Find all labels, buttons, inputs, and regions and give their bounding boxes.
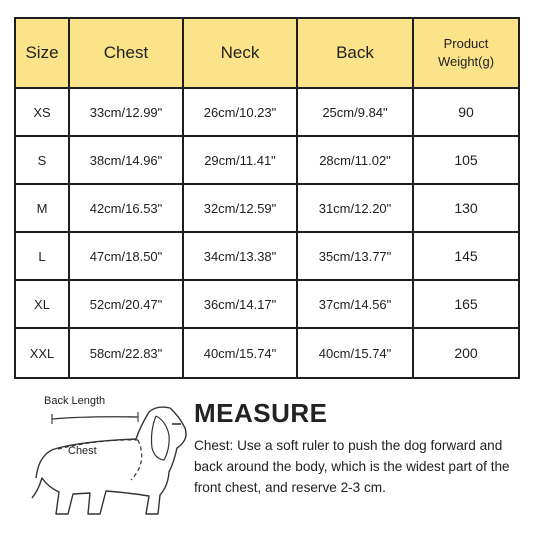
cell-weight: 200 [454, 345, 478, 361]
cell-chest: 42cm/16.53" [70, 185, 184, 233]
cell-neck: 34cm/13.38" [184, 233, 298, 281]
cell-back: 37cm/14.56" [298, 281, 414, 329]
cell-neck: 36cm/14.17" [184, 281, 298, 329]
cell-back: 25cm/9.84" [298, 89, 414, 137]
back-length-label: Back Length [44, 395, 106, 407]
size-chart-table [14, 17, 520, 379]
cell-chest: 47cm/18.50" [70, 233, 184, 281]
cell-size: S [16, 137, 70, 185]
cell-neck: 29cm/11.41" [184, 137, 298, 185]
header-neck: Neck [184, 19, 298, 89]
cell-neck: 32cm/12.59" [184, 185, 298, 233]
cell-back: 40cm/15.74" [298, 329, 414, 377]
cell-chest: 52cm/20.47" [70, 281, 184, 329]
header-chest: Chest [70, 19, 184, 89]
cell-neck: 26cm/10.23" [184, 89, 298, 137]
header-back: Back [298, 19, 414, 89]
cell-back: 35cm/13.77" [298, 233, 414, 281]
dog-measure-illustration [28, 392, 198, 520]
cell-weight: 165 [414, 281, 518, 329]
cell-chest: 58cm/22.83" [70, 329, 184, 377]
cell-back: 28cm/11.02" [298, 137, 414, 185]
measure-title: MEASURE [194, 398, 328, 428]
cell-back: 31cm/12.20" [298, 185, 414, 233]
chest-label: Chest [68, 445, 97, 457]
cell-size: XXL [16, 329, 70, 377]
cell-size: L [16, 233, 70, 281]
cell-chest: 33cm/12.99" [70, 89, 184, 137]
cell-size: XS [16, 89, 70, 137]
header-product-weight-g: Product Weight(g) [414, 19, 518, 89]
cell-weight: 130 [414, 185, 518, 233]
cell-size: XL [16, 281, 70, 329]
measure-section [14, 384, 520, 524]
cell-size: M [16, 185, 70, 233]
cell-weight: 105 [414, 137, 518, 185]
cell-chest: 38cm/14.96" [70, 137, 184, 185]
cell-weight: 90 [414, 89, 518, 137]
cell-neck: 40cm/15.74" [184, 329, 298, 377]
measure-instructions: Chest: Use a soft ruler to push the dog forward and back around the body, which is the widest part of the front chest, and reserve 2-3 cm. [194, 438, 510, 495]
cell-weight: 145 [414, 233, 518, 281]
header-size: Size [16, 19, 70, 89]
